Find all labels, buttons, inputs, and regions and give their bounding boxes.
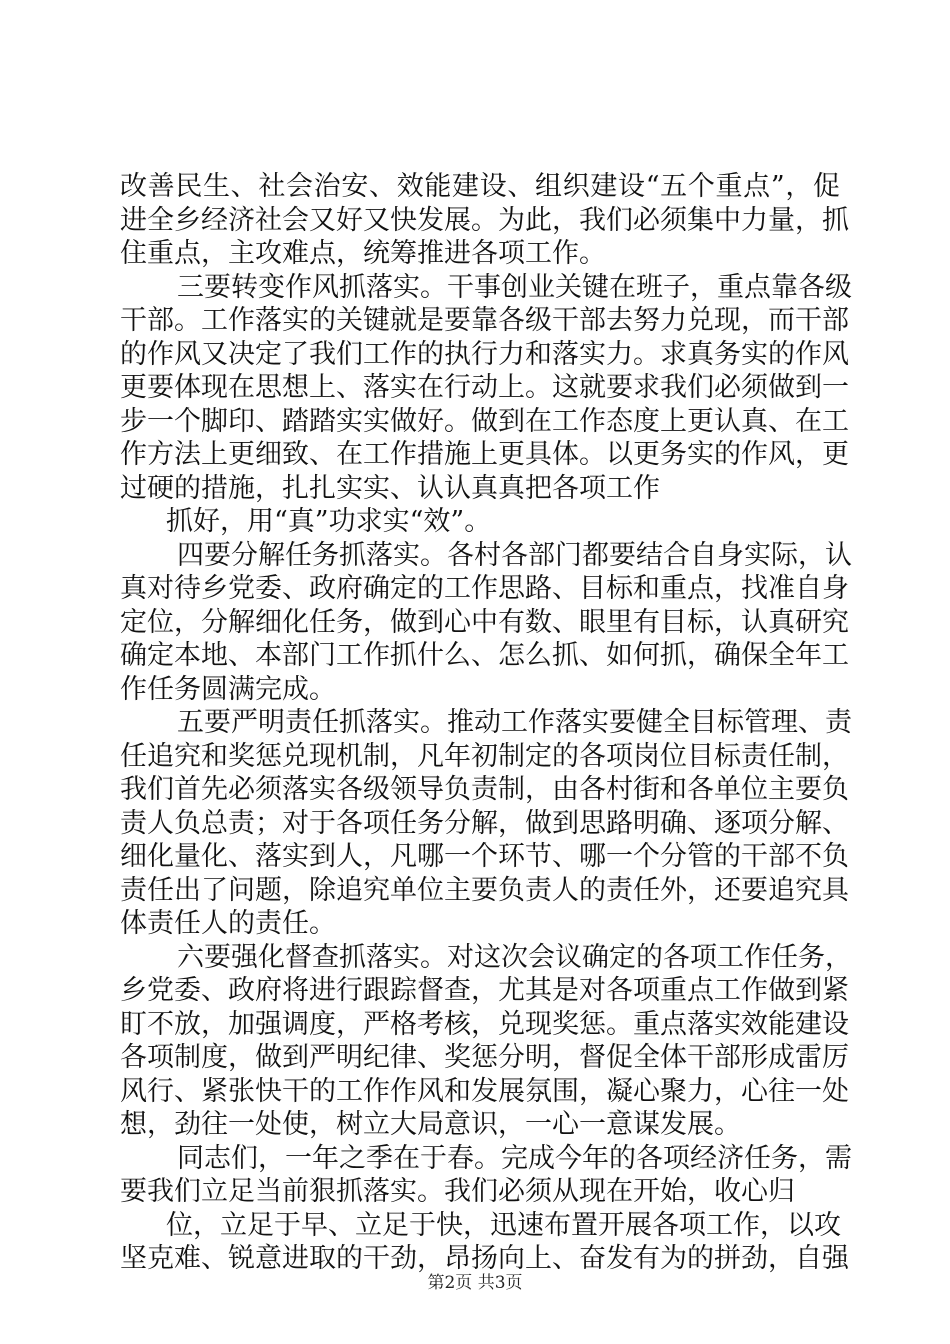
text-line: 我们首先必须落实各级领导负责制，由各村街和各单位主要负 xyxy=(120,774,849,805)
text-line: 进全乡经济社会又好又快发展。为此，我们必须集中力量，抓 xyxy=(120,204,849,236)
text-line: 任追究和奖惩兑现机制，凡年初制定的各项岗位目标责任制， xyxy=(120,740,849,772)
paragraph-start-line: 五要严明责任抓落实。推动工作落实要健全目标管理、责 xyxy=(177,707,852,738)
text-line: 确定本地、本部门工作抓什么、怎么抓、如何抓，确保全年工 xyxy=(120,640,849,671)
text-line: 真对待乡党委、政府确定的工作思路、目标和重点，找准自身 xyxy=(120,573,849,604)
paragraph-start-line: 同志们，一年之季在于春。完成今年的各项经济任务，需 xyxy=(177,1142,852,1174)
text-line: 风行、紧张快干的工作作风和发展氛围，凝心聚力，心往一处 xyxy=(120,1075,849,1107)
text-line: 住重点，主攻难点，统筹推进各项工作。 xyxy=(120,238,606,269)
paragraph-start-line: 六要强化督查抓落实。对这次会议确定的各项工作任务， xyxy=(177,941,852,973)
page-number-footer: 第2页 共3页 xyxy=(427,1273,523,1293)
text-line: 责任出了问题，除追究单位主要负责人的责任外，还要追究具 xyxy=(120,874,849,906)
text-line: 要我们立足当前狠抓落实。我们必须从现在开始，收心归 xyxy=(120,1176,795,1207)
text-line: 更要体现在思想上、落实在行动上。这就要求我们必须做到一 xyxy=(120,372,849,403)
text-line: 的作风又决定了我们工作的执行力和落实力。求真务实的作风 xyxy=(120,338,849,370)
paragraph-start-line: 三要转变作风抓落实。干事创业关键在班子，重点靠各级 xyxy=(177,271,852,303)
text-line: 盯不放，加强调度，严格考核，兑现奖惩。重点落实效能建设 xyxy=(120,1008,849,1040)
text-line: 坚克难、锐意进取的干劲，昂扬向上、奋发有为的拼劲，自强 xyxy=(120,1243,849,1274)
text-line: 体责任人的责任。 xyxy=(120,908,336,939)
text-line: 想，劲往一处使，树立大局意识，一心一意谋发展。 xyxy=(120,1109,741,1140)
body-text xyxy=(120,170,852,1276)
text-line: 作方法上更细致、在工作措施上更具体。以更务实的作风，更 xyxy=(120,439,849,470)
text-line: 各项制度，做到严明纪律、奖惩分明，督促全体干部形成雷厉 xyxy=(120,1042,849,1073)
text-line: 过硬的措施，扎扎实实、认认真真把各项工作 xyxy=(120,472,660,504)
text-line: 细化量化、落实到人，凡哪一个环节、哪一个分管的干部不负 xyxy=(120,841,849,872)
text-line: 乡党委、政府将进行跟踪督查，尤其是对各项重点工作做到紧 xyxy=(120,975,849,1006)
text-line: 定位，分解细化任务，做到心中有数、眼里有目标，认真研究 xyxy=(120,606,849,638)
text-line: 干部。工作落实的关键就是要靠各级干部去努力兑现，而干部 xyxy=(120,305,849,336)
paragraph-start-line: 位，立足于早、立足于快，迅速布置开展各项工作，以攻 xyxy=(166,1209,841,1241)
paragraph-start-line: 四要分解任务抓落实。各村各部门都要结合自身实际，认 xyxy=(177,539,852,571)
text-line: 改善民生、社会治安、效能建设、组织建设“五个重点”，促 xyxy=(120,171,840,202)
text-line: 作任务圆满完成。 xyxy=(120,673,336,705)
paragraph-start-line: 抓好，用“真”功求实“效”。 xyxy=(166,506,492,537)
text-line: 责人负总责；对于各项任务分解，做到思路明确、逐项分解、 xyxy=(120,807,849,839)
text-line: 步一个脚印、踏踏实实做好。做到在工作态度上更认真、在工 xyxy=(120,405,849,437)
